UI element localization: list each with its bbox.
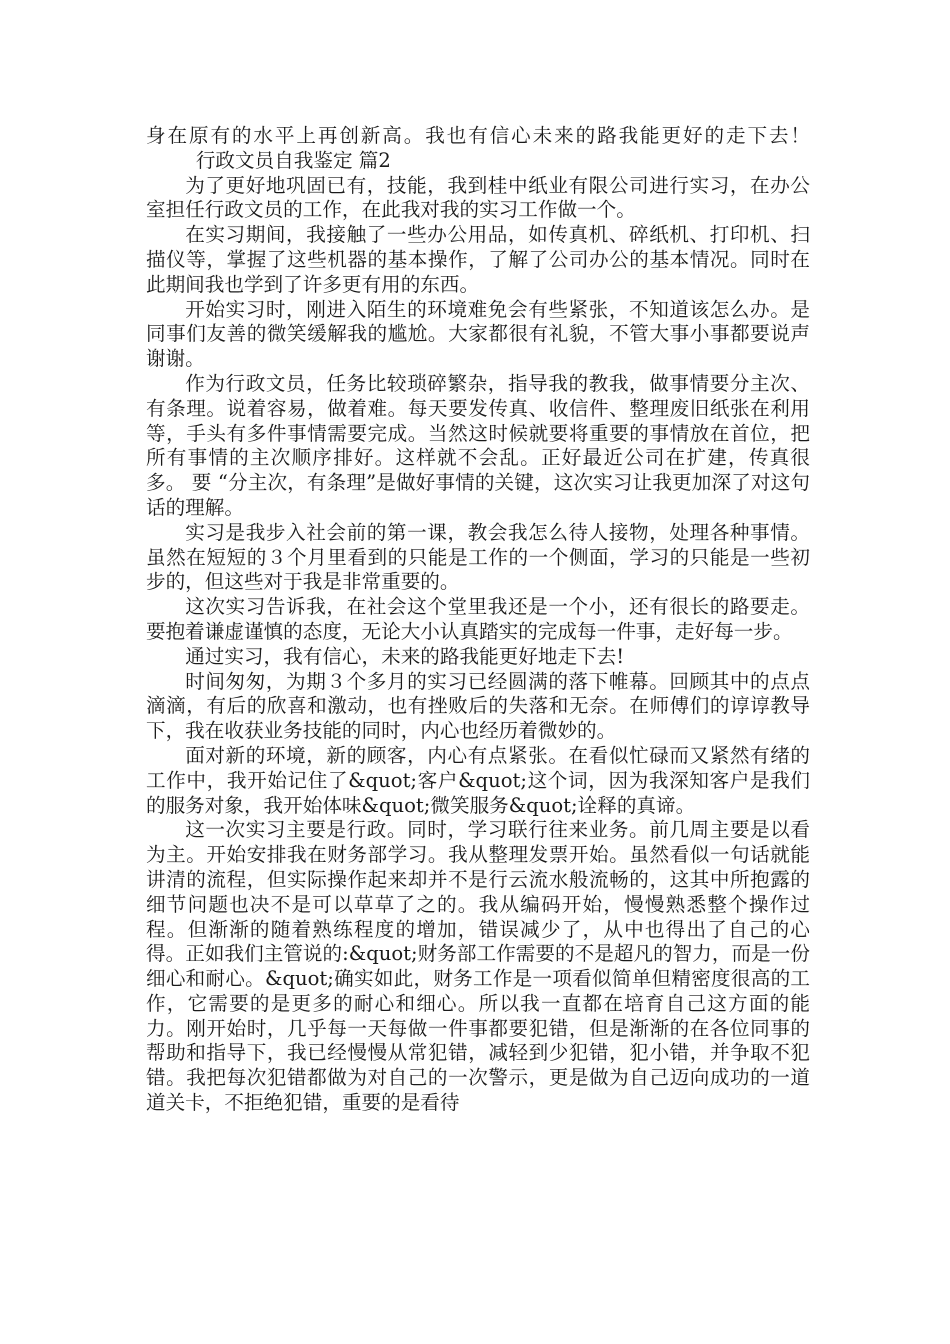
paragraph-10: 这一次实习主要是行政。同时，学习联行往来业务。前几周主要是以看为主。开始安排我在财务部学习。我从整理发票开始。虽然看似一句话就能讲清的流程，但实际操作起来却并不是行云流水般流畅的，这其中所抱露的细节问题也决不是可以草草了之的。我从编码开始，慢慢熟悉整个操作过程。但渐渐的随着熟练程度的增加，错误减少了，从中也得出了自己的心得。正如我们主管说的:&quot;财务部工作需要的不是超凡的智力，而是一份细心和耐心。&quot;确实如此，财务工作是一项看似简单但精密度很高的工作，它需要的是更多的耐心和细心。所以我一直都在培育自己这方面的能力。刚开始时，几乎每一天每做一件事都要犯错，但是渐渐的在各位同事的帮助和指导下，我已经慢慢从常犯错，减轻到少犯错，犯小错，并争取不犯错。我把每次犯错都做为对自己的一次警示，更是做为自己迈向成功的一道道关卡，不拒绝犯错，重要的是看待 [146, 818, 810, 1115]
paragraph-1: 为了更好地巩固已有，技能，我到桂中纸业有限公司进行实习，在办公室担任行政文员的工作，在此我对我的实习工作做一个。 [146, 173, 810, 222]
paragraph-7: 通过实习，我有信心，未来的路我能更好地走下去! [185, 644, 625, 668]
paragraph-6: 这次实习告诉我，在社会这个堂里我还是一个小，还有很长的路要走。要抱着谦虚谨慎的态度，无论大小认真踏实的完成每一件事，走好每一步。 [146, 595, 810, 643]
paragraph-8: 时间匆匆，为期３个多月的实习已经圆满的落下帷幕。回顾其中的点点滴滴，有后的欣喜和激动，也有挫败后的失落和无奈。在师傅们的谆谆教导下，我在收获业务技能的同时，内心也经历着微妙的。 [146, 669, 810, 743]
paragraph-9: 面对新的环境，新的顾客，内心有点紧张。在看似忙碌而又紧然有绪的工作中，我开始记住了&quot;客户&quot;这个词，因为我深知客户是我们的服务对象，我开始体味&quot;微笑服务&quot;诠释的真谛。 [146, 743, 810, 817]
opening-text: 身在原有的水平上再创新高。我也有信心未来的路我能更好的走下去！ [146, 124, 810, 147]
section-heading: 行政文员自我鉴定 篇2 [195, 148, 391, 172]
paragraph-4: 作为行政文员，任务比较琐碎繁杂，指导我的教我，做事情要分主次、有条理。说着容易，做着难。每天要发传真、收信件、整理废旧纸张在利用等，手头有多件事情需要完成。当然这时候就要将重要的事情放在首位，把所有事情的主次顺序排好。这样就不会乱。正好最近公司在扩建，传真很多。 要 “分主次，有条理”是做好事情的关键，这次实习让我更加深了对这句话的理解。 [146, 371, 810, 519]
document-body [146, 124, 810, 1116]
opening-paragraph [146, 124, 810, 174]
paragraph-5: 实习是我步入社会前的第一课，教会我怎么待人接物，处理各种事情。虽然在短短的３个月里看到的只能是工作的一个侧面，学习的只能是一些初步的，但这些对于我是非常重要的。 [146, 520, 810, 594]
paragraph-2: 在实习期间，我接触了一些办公用品，如传真机、碎纸机、打印机、扫描仪等，掌握了这些机器的基本操作，了解了公司办公的基本情况。同时在此期间我也学到了许多更有用的东西。 [146, 223, 810, 296]
paragraph-3: 开始实习时，刚进入陌生的环境难免会有些紧张，不知道该怎么办。是同事们友善的微笑缓解我的尴尬。大家都很有礼貌，不管大事小事都要说声谢谢。 [146, 297, 810, 371]
